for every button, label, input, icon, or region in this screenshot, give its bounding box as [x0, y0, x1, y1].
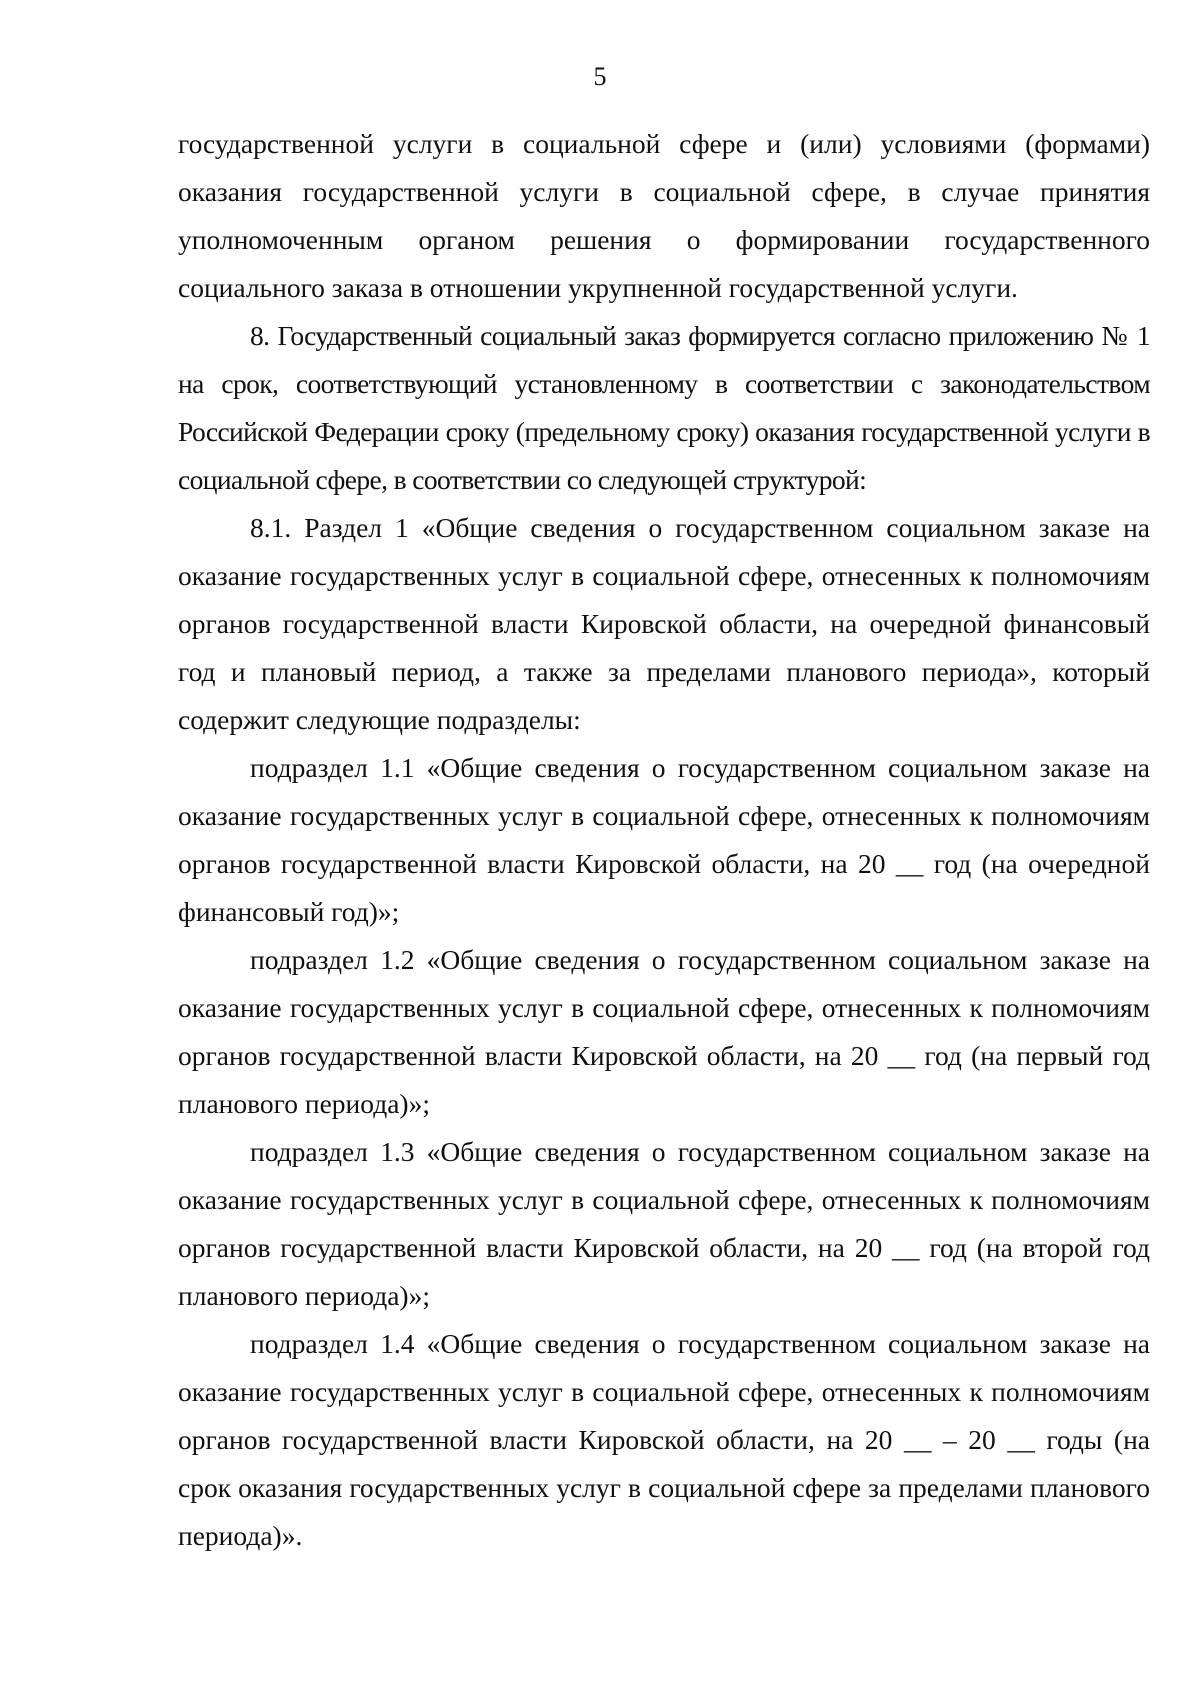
paragraph-item-8: 8. Государственный социальный заказ формируется согласно приложению № 1 на срок, соответствующий установленному в соответствии с законодательством Российской Федерации сроку (предельному сроку) оказания государственной услуги в социальной сфере, в соответствии со следующей структурой:: [178, 320, 1150, 495]
page-number: 5: [593, 62, 607, 91]
paragraph-continuation: государственной услуги в социальной сфере и (или) условиями (формами) оказания государственной услуги в социальной сфере, в случае принятия уполномоченным органом решения о формировании государственного социального заказа в отношении укрупненной государственной услуги.: [178, 128, 1150, 303]
paragraph-subsection-1-4: подраздел 1.4 «Общие сведения о государственном социальном заказе на оказание государственных услуг в социальной сфере, отнесенных к полномочиям органов государственной власти Кировской области, на 20 __ – 20 __ годы (на срок оказания государственных услуг в социальной сфере за пределами планового периода)».: [178, 1328, 1150, 1551]
paragraph-item-8-1: 8.1. Раздел 1 «Общие сведения о государственном социальном заказе на оказание государственных услуг в социальной сфере, отнесенных к полномочиям органов государственной власти Кировской области, на очередной финансовый год и плановый период, а также за пределами планового периода», который содержит следующие подразделы:: [178, 512, 1150, 735]
document-body: [178, 120, 1150, 1560]
paragraph-subsection-1-1: подраздел 1.1 «Общие сведения о государственном социальном заказе на оказание государственных услуг в социальной сфере, отнесенных к полномочиям органов государственной власти Кировской области, на 20 __ год (на очередной финансовый год)»;: [178, 752, 1150, 927]
paragraph-subsection-1-2: подраздел 1.2 «Общие сведения о государственном социальном заказе на оказание государственных услуг в социальной сфере, отнесенных к полномочиям органов государственной власти Кировской области, на 20 __ год (на первый год планового периода)»;: [178, 944, 1150, 1119]
paragraph-subsection-1-3: подраздел 1.3 «Общие сведения о государственном социальном заказе на оказание государственных услуг в социальной сфере, отнесенных к полномочиям органов государственной власти Кировской области, на 20 __ год (на второй год планового периода)»;: [178, 1136, 1150, 1311]
